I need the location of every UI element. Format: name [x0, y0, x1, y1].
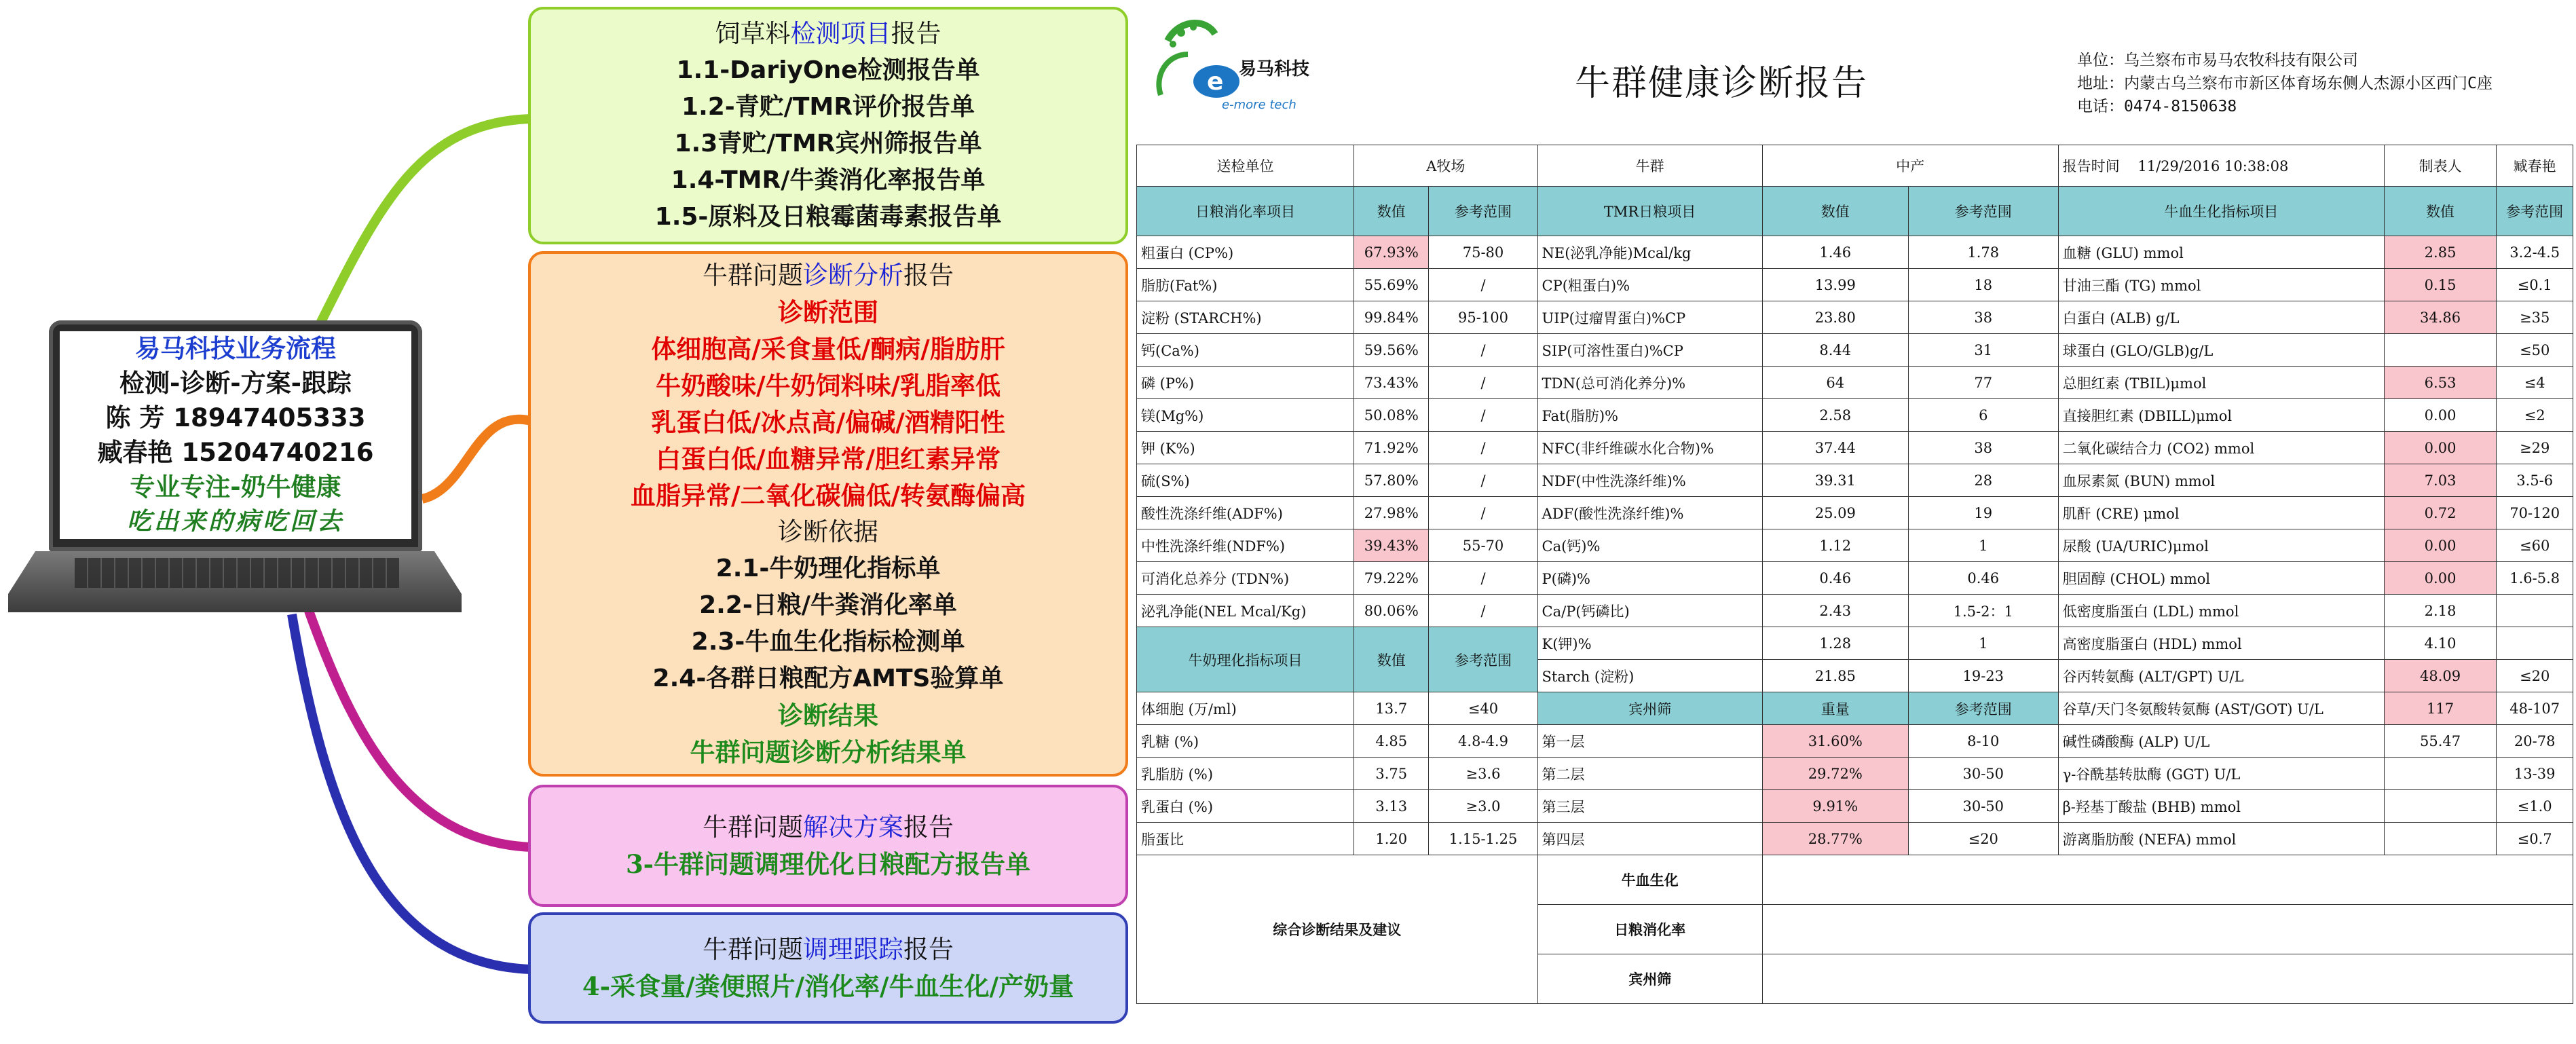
item-label: Ca/P(钙磷比) [1537, 595, 1762, 627]
item-reference: ≤0.7 [2497, 823, 2573, 855]
table-row [1137, 464, 2573, 497]
item-reference: 18 [1908, 269, 2058, 301]
connector-orange [422, 420, 531, 499]
item-label: Fat(脂肪)% [1537, 399, 1762, 432]
item-value: 31.60% [1762, 725, 1908, 758]
info-value: 臧春艳 [2497, 145, 2573, 187]
table-row [1137, 823, 2573, 855]
item-reference: 3.5-6 [2497, 464, 2573, 497]
svg-text:e: e [1207, 68, 1224, 96]
table-row [1137, 627, 2573, 660]
report-title: 牛群健康诊断报告 [1575, 63, 1869, 104]
item-reference: 77 [1908, 367, 2058, 399]
result-title: 诊断结果 [778, 701, 878, 730]
item-reference: / [1429, 432, 1537, 464]
item-label: 游离脂肪酸 (NEFA) mmol [2058, 823, 2384, 855]
item-label: 谷草/天门冬氨酸转氨酶 (AST/GOT) U/L [2058, 692, 2384, 725]
item-label: NE(泌乳净能)Mcal/kg [1537, 236, 1762, 269]
item-reference: 1 [1908, 627, 2058, 660]
header-cell: 数值 [1354, 187, 1429, 236]
box4-title: 牛群问题调理跟踪报告 [703, 935, 954, 964]
summary-item: 宾州筛 [1537, 954, 1762, 1004]
summary-item: 牛血生化 [1537, 855, 1762, 905]
info-value: 中产 [1762, 145, 2058, 187]
item-value: 6.53 [2384, 367, 2497, 399]
item-value: 117 [2384, 692, 2497, 725]
item-reference: 75-80 [1429, 236, 1537, 269]
info-value: A牧场 [1354, 145, 1537, 187]
item-value: 57.80% [1354, 464, 1429, 497]
item-value: 0.00 [2384, 432, 2497, 464]
item-reference: 31 [1908, 334, 2058, 367]
item-label: 体细胞 (万/ml) [1137, 692, 1354, 725]
basis-item: 2.2-日粮/牛粪消化率单 [699, 591, 957, 619]
item-reference: / [1429, 399, 1537, 432]
item-value: 39.43% [1354, 529, 1429, 562]
item-value [2384, 790, 2497, 823]
item-reference: ≤40 [1429, 692, 1537, 725]
info-time-cell: 报告时间 11/29/2016 10:38:08 [2058, 145, 2384, 187]
item-label: P(磷)% [1537, 562, 1762, 595]
info-label: 牛群 [1537, 145, 1762, 187]
laptop-process: 检测-诊断-方案-跟踪 [119, 369, 352, 398]
item-value: 2.85 [2384, 236, 2497, 269]
item-reference: 3.2-4.5 [2497, 236, 2573, 269]
item-value [2384, 758, 2497, 790]
item-value: 34.86 [2384, 301, 2497, 334]
item-label: 第三层 [1537, 790, 1762, 823]
item-label: 血尿素氮 (BUN) mmol [2058, 464, 2384, 497]
header-cell: 数值 [1762, 187, 1908, 236]
header-cell: 数值 [2384, 187, 2497, 236]
item-label: 低密度脂蛋白 (LDL) mmol [2058, 595, 2384, 627]
box1-item: 1.3青贮/TMR宾州筛报告单 [674, 130, 982, 157]
item-reference: / [1429, 367, 1537, 399]
item-label: 肌酐 (CRE) μmol [2058, 497, 2384, 529]
item-value: 2.18 [2384, 595, 2497, 627]
item-label: 泌乳净能(NEL Mcal/Kg) [1137, 595, 1354, 627]
item-reference: / [1429, 497, 1537, 529]
item-label: 乳脂肪 (%) [1137, 758, 1354, 790]
item-value: 59.56% [1354, 334, 1429, 367]
item-label: 脂蛋比 [1137, 823, 1354, 855]
header-cell: 参考范围 [1429, 187, 1537, 236]
item-label: 总胆红素 (TBIL)μmol [2058, 367, 2384, 399]
penn-header-cell: 参考范围 [1908, 692, 2058, 725]
header-cell: TMR日粮项目 [1537, 187, 1762, 236]
item-value: 0.15 [2384, 269, 2497, 301]
item-reference: 48-107 [2497, 692, 2573, 725]
item-reference: ≤0.1 [2497, 269, 2573, 301]
header-row [1137, 187, 2573, 236]
milk-header-cell: 参考范围 [1429, 627, 1537, 692]
table-row [1137, 790, 2573, 823]
item-reference: ≤1.0 [2497, 790, 2573, 823]
item-value: 48.09 [2384, 660, 2497, 692]
summary-item: 日粮消化率 [1537, 905, 1762, 954]
table-row [1137, 399, 2573, 432]
laptop-keyboard [75, 558, 399, 588]
company-phone: 电话：0474-8150638 [2077, 98, 2237, 115]
item-label: 尿酸 (UA/URIC)μmol [2058, 529, 2384, 562]
laptop-slogan: 专业专注-奶牛健康 [130, 472, 341, 502]
basis-item: 2.1-牛奶理化指标单 [715, 555, 941, 582]
item-value: 1.28 [1762, 627, 1908, 660]
box2-title: 牛群问题诊断分析报告 [703, 261, 954, 290]
laptop-contact-chen: 陈 芳 18947405333 [105, 403, 366, 432]
item-label: 碱性磷酸酶 (ALP) U/L [2058, 725, 2384, 758]
item-reference: ≥35 [2497, 301, 2573, 334]
solution-box [528, 785, 1128, 907]
item-value: 1.20 [1354, 823, 1429, 855]
table-row [1137, 692, 2573, 725]
box1-title: 饲草料检测项目报告 [715, 19, 941, 48]
logo-text: 易马科技 [1239, 59, 1310, 79]
item-reference: ≤20 [1908, 823, 2058, 855]
item-reference: 19 [1908, 497, 2058, 529]
item-reference: 30-50 [1908, 790, 2058, 823]
basis-title: 诊断依据 [778, 517, 878, 546]
item-label: 粗蛋白 (CP%) [1137, 236, 1354, 269]
item-reference: ≤2 [2497, 399, 2573, 432]
result-item: 牛群问题诊断分析结果单 [690, 737, 967, 767]
item-label: ADF(酸性洗涤纤维)% [1537, 497, 1762, 529]
item-label: 第二层 [1537, 758, 1762, 790]
item-label: SIP(可溶性蛋白)%CP [1537, 334, 1762, 367]
box1-item: 1.4-TMR/牛粪消化率报告单 [671, 166, 986, 194]
laptop-display [60, 331, 411, 539]
table-row [1137, 529, 2573, 562]
logo-subtitle: e-more tech [1222, 98, 1296, 112]
item-label: 谷丙转氨酶 (ALT/GPT) U/L [2058, 660, 2384, 692]
item-value: 0.46 [1762, 562, 1908, 595]
item-value: 67.93% [1354, 236, 1429, 269]
box1-item: 1.5-原料及日粮霉菌毒素报告单 [654, 203, 1002, 231]
item-value: 28.77% [1762, 823, 1908, 855]
item-value: 39.31 [1762, 464, 1908, 497]
item-value: 0.72 [2384, 497, 2497, 529]
item-value: 9.91% [1762, 790, 1908, 823]
scope-item: 体细胞高/采食量低/酮病/脂肪肝 [651, 334, 1005, 364]
item-reference: 0.46 [1908, 562, 2058, 595]
item-value: 29.72% [1762, 758, 1908, 790]
item-value: 50.08% [1354, 399, 1429, 432]
item-label: 可消化总养分 (TDN%) [1137, 562, 1354, 595]
item-reference: ≤60 [2497, 529, 2573, 562]
item-reference: 28 [1908, 464, 2058, 497]
item-value: 3.75 [1354, 758, 1429, 790]
item-reference: 4.8-4.9 [1429, 725, 1537, 758]
item-reference: ≥3.6 [1429, 758, 1537, 790]
scope-item: 牛奶酸味/牛奶饲料味/乳脂率低 [655, 371, 1001, 400]
item-value: 0.00 [2384, 399, 2497, 432]
laptop-contact-zang: 臧春艳 15204740216 [97, 438, 374, 467]
emore-logo [1140, 14, 1337, 119]
table-row [1137, 758, 2573, 790]
item-value: 4.85 [1354, 725, 1429, 758]
item-reference: ≤4 [2497, 367, 2573, 399]
item-value [2384, 823, 2497, 855]
item-value: 13.7 [1354, 692, 1429, 725]
item-label: 磷 (P%) [1137, 367, 1354, 399]
item-label: 淀粉 (STARCH%) [1137, 301, 1354, 334]
scope-item: 乳蛋白低/冰点高/偏碱/酒精阳性 [651, 407, 1005, 437]
item-value: 79.22% [1354, 562, 1429, 595]
item-label: 球蛋白 (GLO/GLB)g/L [2058, 334, 2384, 367]
table-row [1137, 432, 2573, 464]
item-value: 99.84% [1354, 301, 1429, 334]
milk-header-cell: 牛奶理化指标项目 [1137, 627, 1354, 692]
item-value: 0.00 [2384, 529, 2497, 562]
item-value: 8.44 [1762, 334, 1908, 367]
item-label: 镁(Mg%) [1137, 399, 1354, 432]
item-label: 高密度脂蛋白 (HDL) mmol [2058, 627, 2384, 660]
item-reference: 95-100 [1429, 301, 1537, 334]
item-reference: / [1429, 269, 1537, 301]
scope-item: 血脂异常/二氧化碳偏低/转氨酶偏高 [630, 481, 1026, 510]
box1-item: 1.2-青贮/TMR评价报告单 [682, 93, 975, 121]
item-reference: / [1429, 334, 1537, 367]
penn-header-cell: 重量 [1762, 692, 1908, 725]
table-row [1137, 367, 2573, 399]
item-label: 中性洗涤纤维(NDF%) [1137, 529, 1354, 562]
scope-item: 白蛋白低/血糖异常/胆红素异常 [655, 444, 1001, 474]
info-label: 制表人 [2384, 145, 2497, 187]
item-reference: 1.78 [1908, 236, 2058, 269]
summary-content [1762, 905, 2573, 954]
item-reference: 1.6-5.8 [2497, 562, 2573, 595]
item-reference [2497, 595, 2573, 627]
item-label: 第四层 [1537, 823, 1762, 855]
item-reference: 38 [1908, 301, 2058, 334]
item-label: 脂肪(Fat%) [1137, 269, 1354, 301]
table-row [1137, 497, 2573, 529]
diagnosis-analysis-box [528, 251, 1128, 777]
item-value: 64 [1762, 367, 1908, 399]
item-value: 13.99 [1762, 269, 1908, 301]
item-value [2384, 334, 2497, 367]
item-reference: 30-50 [1908, 758, 2058, 790]
item-value: 27.98% [1354, 497, 1429, 529]
item-label: 钙(Ca%) [1137, 334, 1354, 367]
laptop-screen [49, 320, 422, 551]
item-label: 二氧化碳结合力 (CO2) mmol [2058, 432, 2384, 464]
header-cell: 牛血生化指标项目 [2058, 187, 2384, 236]
connector-green [319, 119, 531, 326]
table-row [1137, 595, 2573, 627]
summary-row [1137, 855, 2573, 905]
item-reference: ≤20 [2497, 660, 2573, 692]
table-row [1137, 562, 2573, 595]
company-address: 地址：内蒙古乌兰察布市新区体育场东侧人杰源小区西门C座 [2077, 75, 2493, 92]
item-label: γ-谷酰基转肽酶 (GGT) U/L [2058, 758, 2384, 790]
item-reference: 70-120 [2497, 497, 2573, 529]
item-label: TDN(总可消化养分)% [1537, 367, 1762, 399]
scope-title: 诊断范围 [778, 297, 878, 327]
summary-label: 综合诊断结果及建议 [1137, 855, 1538, 1004]
item-label: Starch (淀粉) [1537, 660, 1762, 692]
box1-item: 1.1-DariyOne检测报告单 [676, 56, 980, 84]
item-value: 73.43% [1354, 367, 1429, 399]
basis-item: 2.4-各群日粮配方AMTS验算单 [652, 665, 1004, 692]
item-reference: 1.5-2：1 [1908, 595, 2058, 627]
item-reference: ≥3.0 [1429, 790, 1537, 823]
info-label: 送检单位 [1137, 145, 1354, 187]
item-value: 1.46 [1762, 236, 1908, 269]
item-reference: / [1429, 464, 1537, 497]
item-label: 硫(S%) [1137, 464, 1354, 497]
item-reference: 8-10 [1908, 725, 2058, 758]
item-label: Ca(钙)% [1537, 529, 1762, 562]
item-label: UIP(过瘤胃蛋白)%CP [1537, 301, 1762, 334]
item-value: 0.00 [2384, 562, 2497, 595]
item-value: 2.43 [1762, 595, 1908, 627]
header-cell: 日粮消化率项目 [1137, 187, 1354, 236]
item-label: 血糖 (GLU) mmol [2058, 236, 2384, 269]
item-value: 4.10 [2384, 627, 2497, 660]
box3-title: 牛群问题解决方案报告 [703, 813, 954, 842]
item-reference: / [1429, 562, 1537, 595]
item-reference: 13-39 [2497, 758, 2573, 790]
item-label: 甘油三酯 (TG) mmol [2058, 269, 2384, 301]
item-value: 7.03 [2384, 464, 2497, 497]
item-reference: 20-78 [2497, 725, 2573, 758]
table-row [1137, 269, 2573, 301]
item-label: 钾 (K%) [1137, 432, 1354, 464]
item-label: 酸性洗涤纤维(ADF%) [1137, 497, 1354, 529]
item-reference: 38 [1908, 432, 2058, 464]
item-reference: 55-70 [1429, 529, 1537, 562]
header-cell: 参考范围 [1908, 187, 2058, 236]
item-reference [2497, 627, 2573, 660]
table-row [1137, 725, 2573, 758]
item-label: NFC(非纤维碳水化合物)% [1537, 432, 1762, 464]
company-unit: 单位：乌兰察布市易马农牧科技有限公司 [2077, 52, 2358, 69]
item-value: 80.06% [1354, 595, 1429, 627]
item-label: NDF(中性洗涤纤维)% [1537, 464, 1762, 497]
item-reference: / [1429, 595, 1537, 627]
item-label: K(钾)% [1537, 627, 1762, 660]
item-value: 25.09 [1762, 497, 1908, 529]
item-value: 55.47 [2384, 725, 2497, 758]
item-value: 2.58 [1762, 399, 1908, 432]
table-row [1137, 301, 2573, 334]
item-label: 白蛋白 (ALB) g/L [2058, 301, 2384, 334]
item-label: 乳糖 (%) [1137, 725, 1354, 758]
box4-item: 4-采食量/粪便照片/消化率/牛血生化/产奶量 [582, 971, 1075, 1001]
item-reference: ≤50 [2497, 334, 2573, 367]
item-label: 第一层 [1537, 725, 1762, 758]
laptop-title: 易马科技业务流程 [135, 334, 336, 363]
item-reference: 1.15-1.25 [1429, 823, 1537, 855]
summary-content [1762, 855, 2573, 905]
item-value: 1.12 [1762, 529, 1908, 562]
item-value: 23.80 [1762, 301, 1908, 334]
item-value: 55.69% [1354, 269, 1429, 301]
item-reference: 19-23 [1908, 660, 2058, 692]
milk-header-cell: 数值 [1354, 627, 1429, 692]
item-reference: 1 [1908, 529, 2058, 562]
header-cell: 参考范围 [2497, 187, 2573, 236]
item-label: 胆固醇 (CHOL) mmol [2058, 562, 2384, 595]
health-report-table [1136, 145, 2573, 1004]
info-row [1137, 145, 2573, 187]
item-value: 3.13 [1354, 790, 1429, 823]
laptop-motto: 吃出来的病吃回去 [126, 507, 344, 536]
item-value: 37.44 [1762, 432, 1908, 464]
table-row [1137, 236, 2573, 269]
box3-item: 3-牛群问题调理优化日粮配方报告单 [625, 849, 1031, 879]
item-value: 71.92% [1354, 432, 1429, 464]
table-row [1137, 334, 2573, 367]
testing-items-box [528, 7, 1128, 244]
summary-content [1762, 954, 2573, 1004]
basis-item: 2.3-牛血生化指标检测单 [691, 628, 965, 656]
tracking-box [528, 912, 1128, 1024]
item-label: 直接胆红素 (DBILL)μmol [2058, 399, 2384, 432]
item-label: β-羟基丁酸盐 (BHB) mmol [2058, 790, 2384, 823]
item-label: 乳蛋白 (%) [1137, 790, 1354, 823]
item-reference: ≥29 [2497, 432, 2573, 464]
penn-header-cell: 宾州筛 [1537, 692, 1762, 725]
item-label: CP(粗蛋白)% [1537, 269, 1762, 301]
item-reference: 6 [1908, 399, 2058, 432]
item-value: 21.85 [1762, 660, 1908, 692]
